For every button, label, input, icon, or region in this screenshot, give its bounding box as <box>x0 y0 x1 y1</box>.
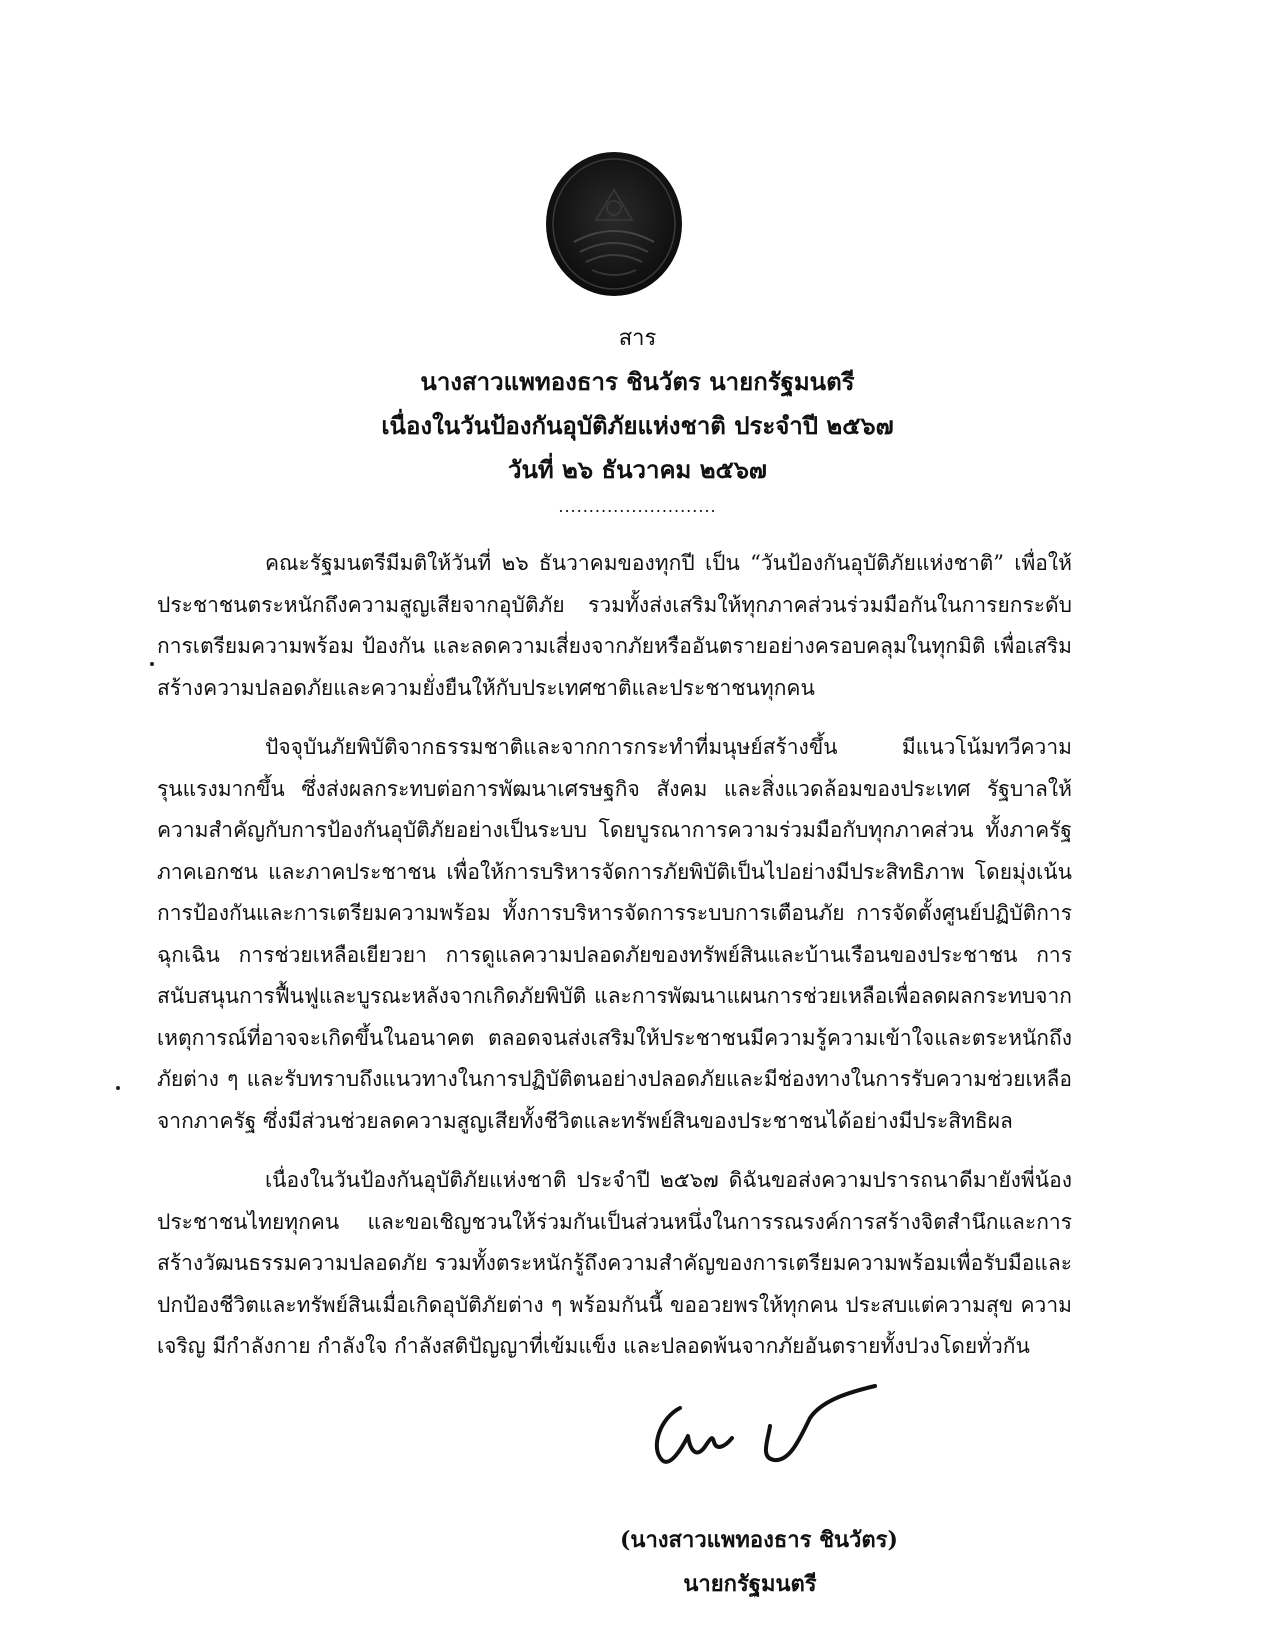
document-type-label: สาร <box>618 326 657 351</box>
signatory-title: นายกรัฐมนตรี <box>683 1571 817 1597</box>
letter-header <box>0 318 1275 492</box>
author-line: นางสาวแพทองธาร ชินวัตร นายกรัฐมนตรี <box>420 367 855 396</box>
occasion-line: เนื่องในวันป้องกันอุบัติภัยแห่งชาติ ประจำปี ๒๕๖๗ <box>381 411 894 440</box>
body-paragraph-3: เนื่องในวันป้องกันอุบัติภัยแห่งชาติ ประจำปี ๒๕๖๗ ดิฉันขอส่งความปรารถนาดีมายังพี่น้องประชาชนไทยทุกคน และขอเชิญชวนให้ร่วมกันเป็นส่วนหนึ่งในการรณรงค์การสร้างจิตสำนึกและการสร้างวัฒนธรรมความปลอดภัย รวมทั้งตระหนักรู้ถึงความสำคัญของการเตรียมความพร้อมเพื่อรับมือและปกป้องชีวิตและทรัพย์สินเมื่อเกิดอุบัติภัยต่าง ๆ พร้อมกันนี้ ขออวยพรให้ทุกคน ประสบแต่ความสุข ความเจริญ มีกำลังกาย กำลังใจ กำลังสติปัญญาที่เข้มแข็ง และปลอดพ้นจากภัยอันตรายทั้งปวงโดยทั่วกัน <box>157 1168 1072 1358</box>
signatory-name: (นางสาวแพทองธาร ชินวัตร) <box>620 1527 898 1553</box>
body-paragraph-1: คณะรัฐมนตรีมีมติให้วันที่ ๒๖ ธันวาคมของทุกปี เป็น “วันป้องกันอุบัติภัยแห่งชาติ” เพื่อให้ประชาชนตระหนักถึงความสูญเสียจากอุบัติภัย รวมทั้งส่งเสริมให้ทุกภาคส่วนร่วมมือกันในการยกระดับการเตรียมความพร้อม ป้องกัน และลดความเสี่ยงจากภัยหรืออันตรายอย่างครอบคลุมในทุกมิติ เพื่อเสริมสร้างความปลอดภัยและความยั่งยืนให้กับประเทศชาติและประชาชนทุกคน <box>157 551 1072 700</box>
letter-body <box>157 543 1072 1368</box>
scan-speck <box>150 662 154 666</box>
scan-speck <box>116 1086 120 1090</box>
body-paragraph-2: ปัจจุบันภัยพิบัติจากธรรมชาติและจากการกระทำที่มนุษย์สร้างขึ้น มีแนวโน้มทวีความรุนแรงมากขึ้น ซึ่งส่งผลกระทบต่อการพัฒนาเศรษฐกิจ สังคม และสิ่งแวดล้อมของประเทศ รัฐบาลให้ความสำคัญกับการป้องกันอุบัติภัยอย่างเป็นระบบ โดยบูรณาการความร่วมมือกับทุกภาคส่วน ทั้งภาครัฐ ภาคเอกชน และภาคประชาชน เพื่อให้การบริหารจัดการภัยพิบัติเป็นไปอย่างมีประสิทธิภาพ โดยมุ่งเน้นการป้องกันและการเตรียมความพร้อม ทั้งการบริหารจัดการระบบการเตือนภัย การจัดตั้งศูนย์ปฏิบัติการฉุกเฉิน การช่วยเหลือเยียวยา การดูแลความปลอดภัยของทรัพย์สินและบ้านเรือนของประชาชน การสนับสนุนการฟื้นฟูและบูรณะหลังจากเกิดภัยพิบัติ และการพัฒนาแผนการช่วยเหลือเพื่อลดผลกระทบจากเหตุการณ์ที่อาจจะเกิดขึ้นในอนาคต ตลอดจนส่งเสริมให้ประชาชนมีความรู้ความเข้าใจและตระหนักถึงภัยต่าง ๆ และรับทราบถึงแนวทางในการปฏิบัติตนอย่างปลอดภัยและมีช่องทางในการรับความช่วยเหลือจากภาครัฐ ซึ่งมีส่วนช่วยลดความสูญเสียทั้งชีวิตและทรัพย์สินของประชาชนได้อย่างมีประสิทธิผล <box>157 735 1072 1133</box>
signature-block <box>620 1518 898 1606</box>
dotted-separator: .......................... <box>558 497 717 516</box>
government-seal-icon <box>544 150 684 298</box>
date-line: วันที่ ๒๖ ธันวาคม ๒๕๖๗ <box>508 455 767 484</box>
handwritten-signature <box>640 1378 880 1488</box>
